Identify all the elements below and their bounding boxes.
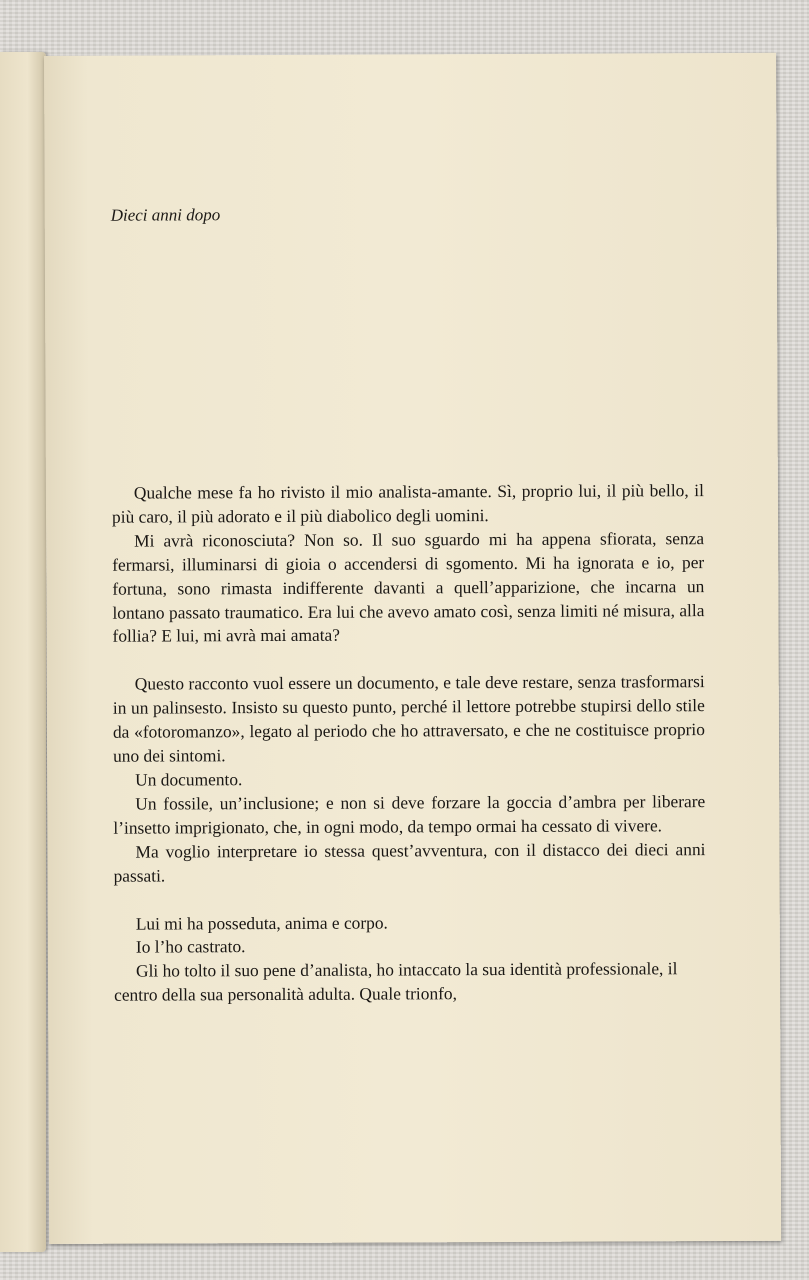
paragraph: Qualche mese fa ho rivisto il mio analista-amante. Sì, proprio lui, il più bello, il più caro, il più adorato e il più diabolico degli uomini.	[111, 480, 704, 527]
book-cover-edge	[0, 52, 46, 1252]
paragraph: Io l’ho castrato.	[135, 936, 246, 958]
paragraph: Gli ho tolto il suo pene d’analista, ho intaccato la sua identità professionale, il centro della sua personalità adulta. Quale trionfo,	[114, 958, 678, 1005]
paragraph: Ma voglio interpretare io stessa quest’avventura, con il distacco dei dieci anni passati.	[113, 838, 706, 886]
paragraph-gap	[113, 646, 705, 673]
paragraph: Questo racconto vuol essere un documento, e tale deve restare, senza trasformarsi in un palinsesto. Insisto su questo punto, perché il lettore potrebbe stupirsi dello stile da «fotoromanzo», legato al periodo che ho attraversato, e che ne costituisce proprio uno dei sintomi.	[112, 671, 705, 766]
paragraph: Un fossile, un’inclusione; e non si deve forzare la goccia d’ambra per liberare l’insetto imprigionato, che, in ogni modo, da tempo ormai ha cessato di vivere.	[113, 790, 706, 838]
body-text	[112, 479, 706, 1008]
book-page	[44, 53, 781, 1244]
paragraph: Lui mi ha posseduta, anima e corpo.	[135, 912, 388, 934]
paragraph: Mi avrà riconosciuta? Non so. Il suo sguardo mi ha appena sfiorata, senza fermarsi, illuminarsi di gioia o accendersi di sgomento. Mi ha ignorata e io, per fortuna, sono rimasta indifferente davanti a quell’apparizione, che incarna un lontano passato traumatico. Era lui che avevo amato così, senza limiti né misura, alla follia? E lui, mi avrà mai amata?	[112, 527, 705, 647]
running-head: Dieci anni dopo	[110, 205, 221, 225]
paragraph: Un documento.	[135, 769, 243, 790]
paragraph-gap	[114, 886, 706, 913]
